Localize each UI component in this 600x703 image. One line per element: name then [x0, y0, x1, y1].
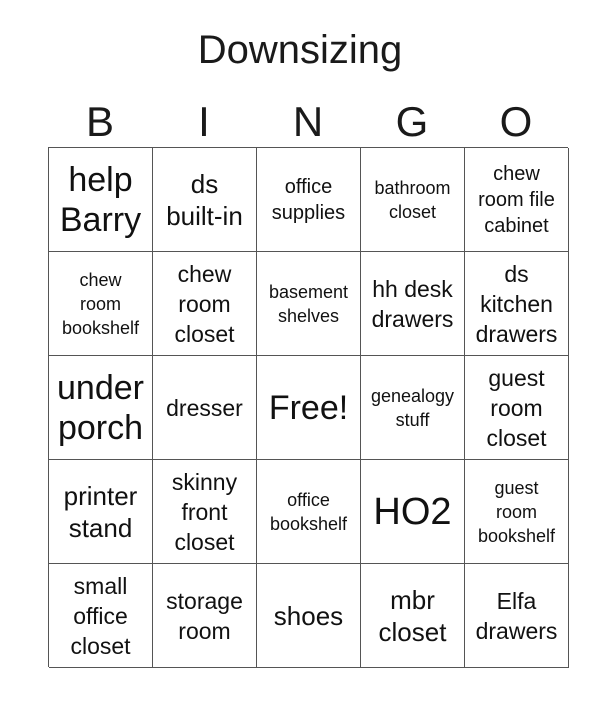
bingo-cell-r4c3[interactable]: office bookshelf [257, 460, 361, 564]
bingo-cell-r1c2[interactable]: ds built-in [153, 148, 257, 252]
card-title: Downsizing [197, 28, 403, 72]
bingo-grid [48, 147, 568, 667]
header-letter-i: I [198, 98, 210, 145]
bingo-cell-r4c1[interactable]: printer stand [49, 460, 153, 564]
bingo-cell-r2c3[interactable]: basement shelves [257, 252, 361, 356]
bingo-cell-r4c2[interactable]: skinny front closet [153, 460, 257, 564]
bingo-cell-r1c1[interactable]: help Barry [49, 148, 153, 252]
bingo-cell-r2c1[interactable]: chew room bookshelf [49, 252, 153, 356]
bingo-cell-r5c5[interactable]: Elfa drawers [465, 564, 569, 668]
bingo-cell-r5c2[interactable]: storage room [153, 564, 257, 668]
header-letter-g: G [395, 98, 429, 145]
bingo-cell-r1c3[interactable]: office supplies [257, 148, 361, 252]
bingo-cell-r1c5[interactable]: chew room file cabinet [465, 148, 569, 252]
header-letter-b: B [85, 98, 114, 145]
bingo-cell-r5c1[interactable]: small office closet [49, 564, 153, 668]
bingo-cell-free[interactable]: Free! [257, 356, 361, 460]
bingo-cell-r3c2[interactable]: dresser [153, 356, 257, 460]
bingo-cell-r3c5[interactable]: guest room closet [465, 356, 569, 460]
header-letter-o: O [499, 98, 533, 145]
bingo-cell-r4c5[interactable]: guest room bookshelf [465, 460, 569, 564]
header-letter-n: N [292, 98, 324, 145]
bingo-header [48, 96, 568, 148]
bingo-cell-r4c4[interactable]: HO2 [361, 460, 465, 564]
bingo-cell-r3c1[interactable]: under porch [49, 356, 153, 460]
bingo-cell-r2c4[interactable]: hh desk drawers [361, 252, 465, 356]
bingo-cell-r2c5[interactable]: ds kitchen drawers [465, 252, 569, 356]
bingo-cell-r1c4[interactable]: bathroom closet [361, 148, 465, 252]
bingo-cell-r3c4[interactable]: genealogy stuff [361, 356, 465, 460]
bingo-cell-r2c2[interactable]: chew room closet [153, 252, 257, 356]
bingo-cell-r5c4[interactable]: mbr closet [361, 564, 465, 668]
bingo-cell-r5c3[interactable]: shoes [257, 564, 361, 668]
